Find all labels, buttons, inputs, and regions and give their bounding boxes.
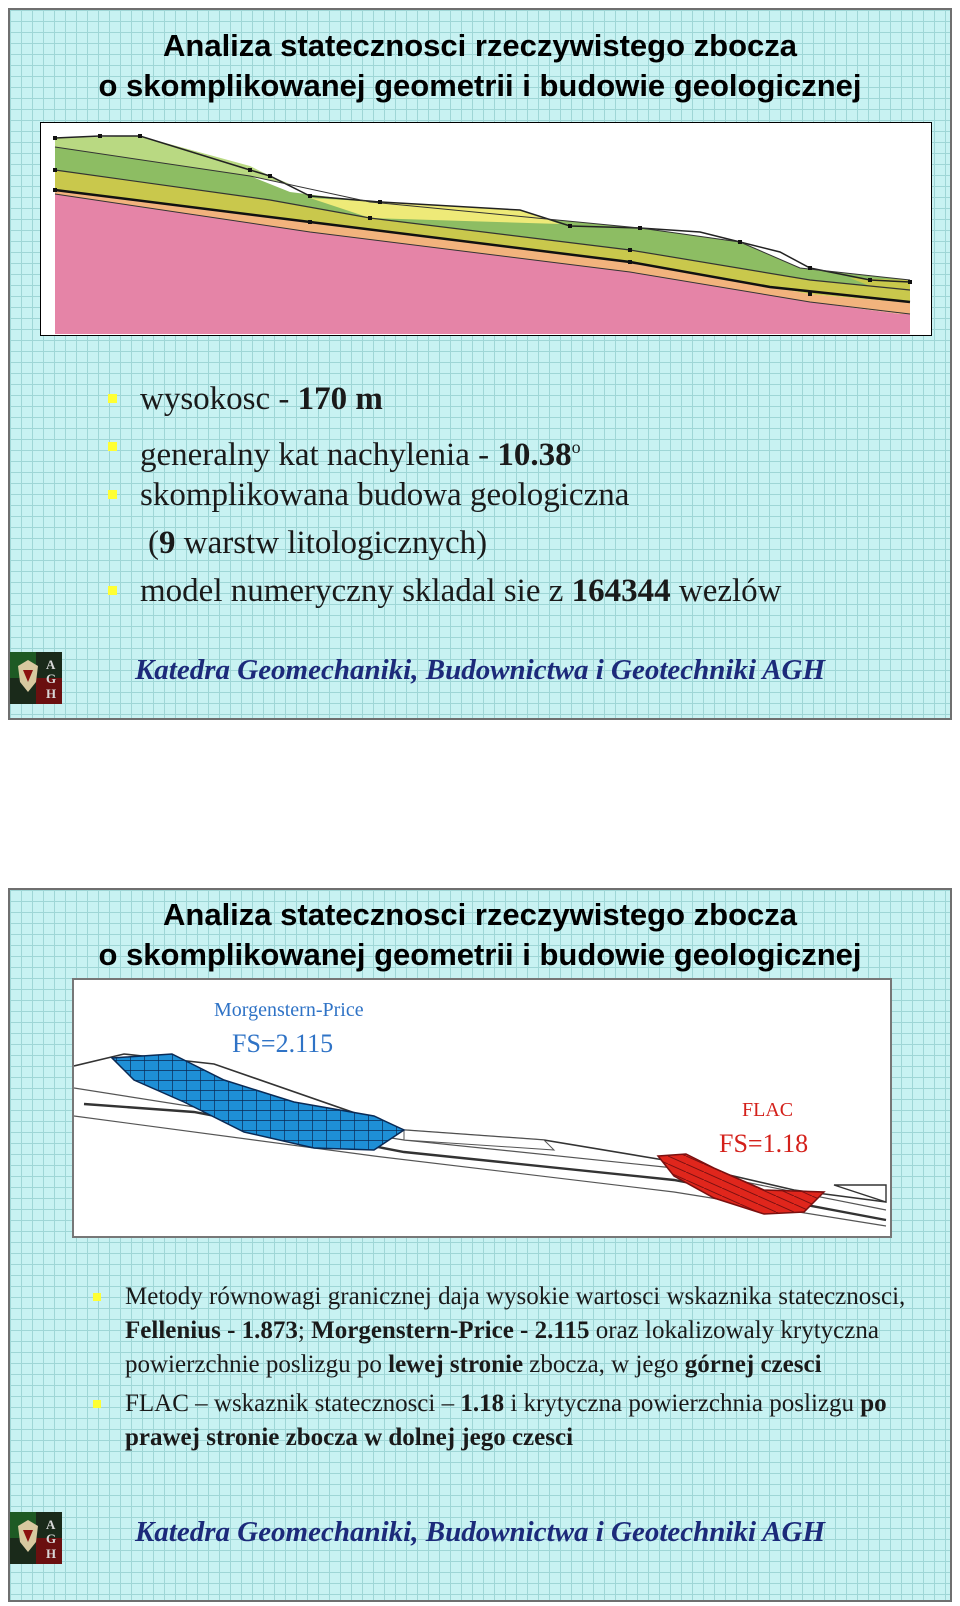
bullet-text: zbocza, w jego [523,1351,685,1378]
list-item [115,1280,915,1382]
bullet-square-icon [108,586,117,595]
slide-2-title [10,895,950,975]
flac-fs-value: FS=1.18 [719,1129,809,1158]
bullet-square-icon [108,394,117,403]
bullet-bold-text: górnej czesci [684,1351,822,1378]
bullet-text: Metody równowagi granicznej daja wysokie wartosci wskaznika statecznosci, [125,1283,906,1310]
degree-superscript: o [571,437,581,457]
slope-facts-list [130,375,782,615]
svg-text:G: G [46,1531,57,1546]
bullet-bold-text: Morgenstern-Price - 2.115 [311,1317,590,1344]
footer-institution: Katedra Geomechaniki, Budownictwa i Geotechniki AGH [134,1516,826,1548]
bullet-bold-text: 1.18 [460,1390,505,1417]
list-item [130,567,782,615]
bullet-square-icon [108,442,117,451]
list-item [130,423,782,471]
bullet-square-icon [93,1400,101,1408]
bullet-text: FLAC – wskaznik statecznosci – [125,1390,461,1417]
morgenstern-price-label: Morgenstern-Price [214,999,364,1021]
bullet-bold-text: 9 [159,525,176,561]
bullet-text: oraz lokalizowaly krytyczna powierzchnie poslizgu po [125,1317,879,1378]
stability-results-panel [72,978,892,1238]
stability-results-graphic [74,980,890,1236]
list-item-continuation [130,519,782,567]
flac-label: FLAC [742,1099,794,1121]
bullet-square-icon [93,1293,101,1301]
bullet-text: generalny kat nachylenia - [140,437,498,473]
bullet-text: warstw litologicznych) [175,525,488,561]
bullet-text: ; [297,1317,312,1344]
bullet-bold-text: po prawej stronie zbocza w dolnej jego czesci [125,1390,887,1451]
svg-text:H: H [46,686,57,701]
slope-cross-section-graphic [40,122,932,336]
list-item [130,375,782,423]
bullet-bold-text: Fellenius - 1.873 [125,1317,298,1344]
slide-1-title [10,26,950,106]
morgenstern-price-fs-value: FS=2.115 [232,1029,334,1058]
bullet-text: i krytyczna powierzchnia poslizgu [504,1390,861,1417]
bullet-text: wezlów [670,573,782,609]
bullet-text: skomplikowana budowa geologiczna [140,477,630,513]
bullet-bold-text: 170 m [297,381,383,417]
title-line-1: Analiza statecznosci rzeczywistego zbocza [163,897,797,932]
title-line-2: o skomplikowanej geometrii i budowie geologicznej [98,937,862,972]
svg-text:A: A [46,657,56,672]
conclusions-list [115,1280,915,1460]
bullet-bold-text: 10.38 [497,437,572,473]
bullet-bold-text: lewej stronie [388,1351,524,1378]
bullet-text: model numeryczny skladal sie z [140,573,572,609]
title-line-2: o skomplikowanej geometrii i budowie geologicznej [98,68,862,103]
footer-institution: Katedra Geomechaniki, Budownictwa i Geotechniki AGH [134,654,826,686]
bullet-text: ( [148,525,159,561]
svg-text:A: A [46,1517,56,1532]
bullet-square-icon [108,490,117,499]
svg-text:G: G [46,671,57,686]
list-item [130,471,782,519]
slide-1 [8,8,952,720]
bullet-bold-text: 164344 [571,573,671,609]
list-item [115,1387,915,1455]
slope-cross-section [40,122,932,336]
svg-text:H: H [46,1546,57,1561]
slide-2 [8,888,952,1602]
bullet-text: wysokosc - [140,381,298,417]
title-line-1: Analiza statecznosci rzeczywistego zbocza [163,28,797,63]
